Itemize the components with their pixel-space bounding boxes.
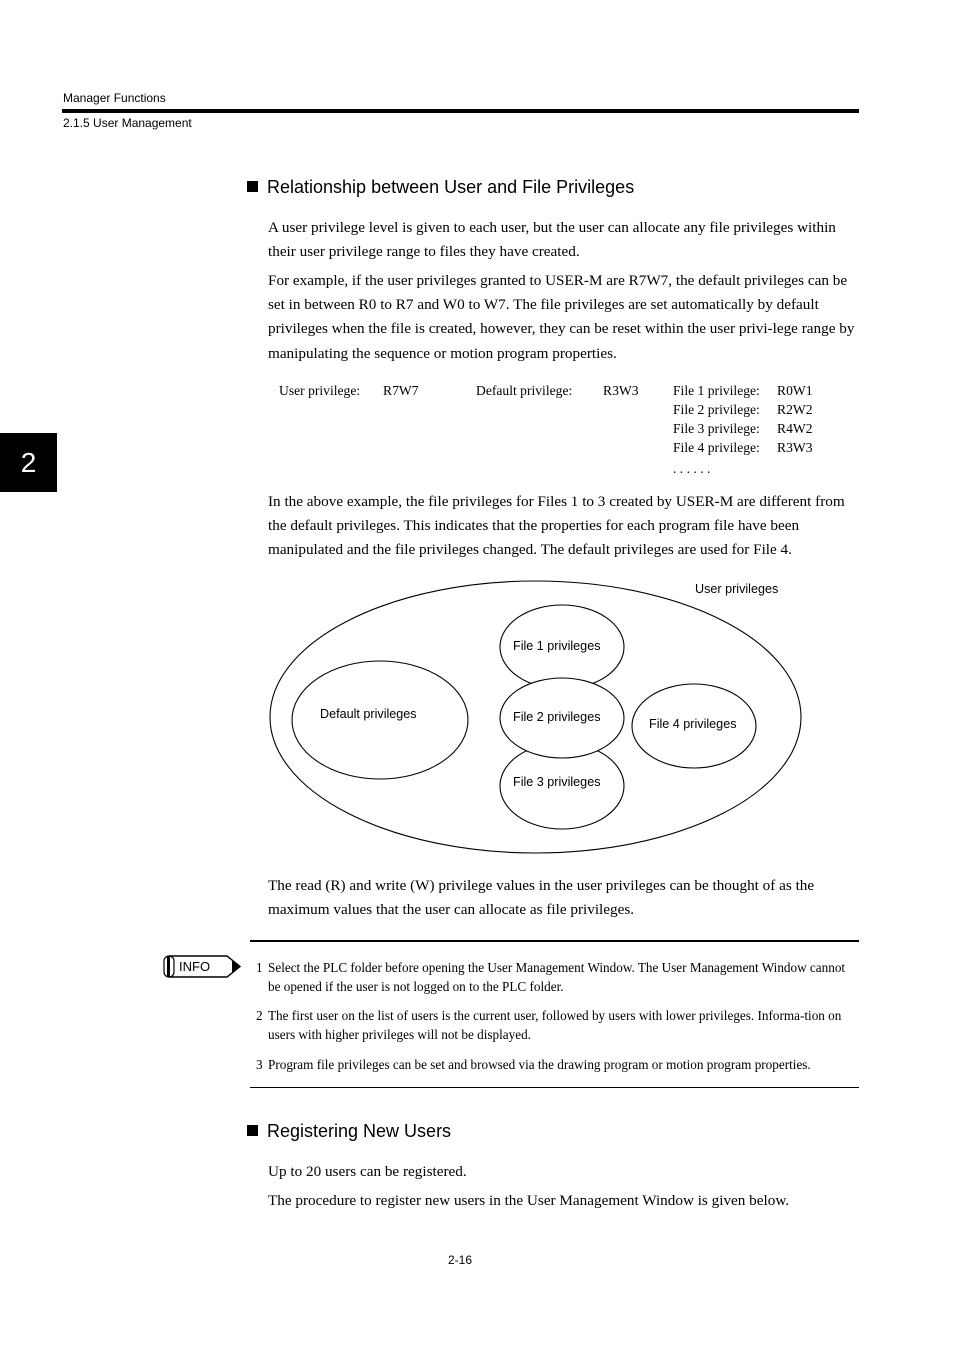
section-heading-relationship [247,177,634,198]
info-item-3 [256,1055,860,1074]
privileges-diagram [260,572,820,864]
paragraph-example-intro: For example, if the user privileges granted to USER-M are R7W7, the default privileges can be set in between R0 to R7 and W0 to W7. The file privileges are set automatically by default privileges when the file is created, however, they can be reset within the user privi-lege range by manipulating the sequence or motion program properties. [268,272,855,362]
running-header-section: Manager Functions [63,91,166,105]
square-bullet-icon [247,1125,258,1136]
example-file4-label: File 4 privilege: [673,440,760,455]
example-ellipsis: . . . . . . [673,461,711,476]
section-title: Relationship between User and File Privileges [267,177,635,197]
default-privileges-label: Default privileges [320,707,417,721]
user-privileges-label: User privileges [695,582,779,596]
paragraph-user-privilege-intro: A user privilege level is given to each user, but the user can allocate any file privileges within their user privilege range to files they have created. [268,219,836,261]
example-file4-value: R3W3 [777,440,813,455]
example-user-label: User privilege: [279,383,361,398]
header-rule [62,109,859,113]
paragraph-procedure-intro: The procedure to register new users in the User Management Window is given below. [268,1192,790,1209]
page-number: 2-16 [448,1253,473,1267]
paragraph-user-limit: Up to 20 users can be registered. [268,1163,467,1180]
section-heading-registering [247,1121,451,1142]
info-icon [163,953,243,981]
chapter-tab: 2 [0,433,57,492]
example-file1-value: R0W1 [777,383,813,398]
example-user-value: R7W7 [383,383,419,398]
info-item-1 [256,958,860,997]
example-file2-value: R2W2 [777,402,813,417]
info-bottom-rule [250,1087,859,1088]
info-item-2-number: 2 [256,1008,263,1023]
square-bullet-icon [247,181,258,192]
file3-privileges-label: File 3 privileges [513,775,601,789]
file4-privileges-label: File 4 privileges [649,717,737,731]
info-item-2 [256,1006,860,1045]
paragraph-example-explanation: In the above example, the file privileges for Files 1 to 3 created by USER-M are different from the default privileges. This indicates that the properties for each program file have been manipulated and the file privileges changed. The default privileges are used for File 4. [268,493,845,559]
example-file1-label: File 1 privilege: [673,383,760,398]
info-item-1-number: 1 [256,960,263,975]
example-file2-label: File 2 privilege: [673,402,760,417]
paragraph-maximum-values: The read (R) and write (W) privilege values in the user privileges can be thought of as the maximum values that the user can allocate as file privileges. [268,877,815,919]
file2-privileges-label: File 2 privileges [513,710,601,724]
section-title: Registering New Users [267,1121,452,1141]
example-file3-value: R4W2 [777,421,813,436]
info-item-3-number: 3 [256,1057,263,1072]
example-default-label: Default privilege: [476,383,573,398]
info-item-1-text: Select the PLC folder before opening the User Management Window. The User Management Window cannot be opened if the user is not logged on to the PLC folder. [268,960,846,995]
example-default-value: R3W3 [603,383,639,398]
running-header-subsection: 2.1.5 User Management [63,116,192,130]
info-item-2-text: The first user on the list of users is the current user, followed by users with lower privileges. Informa-tion on users with higher privileges will not be displayed. [268,1008,842,1043]
info-item-3-text: Program file privileges can be set and browsed via the drawing program or motion program properties. [268,1057,811,1072]
file1-privileges-label: File 1 privileges [513,639,601,653]
info-top-rule [250,940,859,942]
example-file3-label: File 3 privilege: [673,421,760,436]
info-icon-label: INFO [179,959,211,974]
